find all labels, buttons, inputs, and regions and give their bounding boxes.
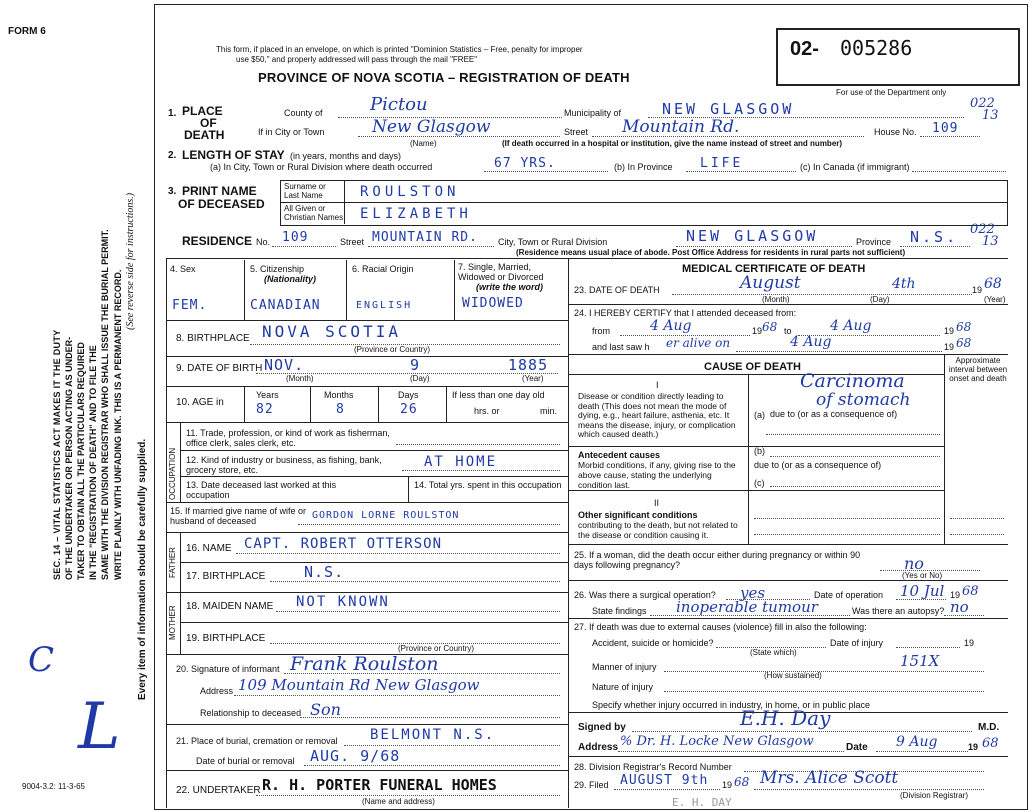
findings[interactable]: inoperable tumour: [676, 598, 818, 616]
registration-prefix: 02-: [790, 38, 819, 60]
dept-code-4: 13: [982, 234, 999, 249]
birthplace-value[interactable]: NOVA SCOTIA: [262, 322, 401, 341]
antecedent-text: Morbid conditions, if any, giving rise to the above cause, stating the underlying condition last.: [578, 460, 736, 490]
residence-street-label: Street: [340, 237, 365, 247]
stay-b-label: (b) In Province: [614, 162, 673, 172]
mother-bp-label: 19. BIRTHPLACE: [186, 633, 266, 644]
side-instruction-1: SEC. 14 – VITAL STATISTICS ACT MAKES IT THE DUTY: [52, 329, 62, 580]
stay-c-label: (c) In Canada (if immigrant): [800, 162, 910, 172]
autopsy[interactable]: no: [950, 598, 969, 616]
q14: 14. Total yrs. spent in this occupation: [414, 480, 562, 490]
cause-a-1[interactable]: Carcinoma: [800, 370, 905, 392]
mail-notice-1: This form, if placed in an envelope, on which is printed "Dominion Statistics – Free, penalty for improper: [216, 45, 583, 54]
autopsy-label: Was there an autopsy?: [852, 606, 945, 616]
address-value[interactable]: % Dr. H. Locke New Glasgow: [620, 734, 814, 749]
dod-year-hint: (Year): [984, 295, 1006, 304]
last-day[interactable]: 4 Aug: [790, 334, 832, 350]
age-min-label: min.: [540, 406, 558, 416]
q27-label: 27. If death was due to external causes (violence) fill in also the following:: [574, 622, 867, 632]
manner-code[interactable]: 151X: [900, 652, 940, 670]
other-text: contributing to the death, but not related to the disease or condition causing it.: [578, 520, 738, 540]
county-value[interactable]: Pictou: [370, 94, 428, 115]
dept-use-label: For use of the Department only: [836, 88, 947, 97]
to-label: to: [784, 326, 792, 336]
q26-answer[interactable]: yes: [740, 584, 766, 602]
interval-label: Approximate interval between onset and death: [948, 356, 1008, 383]
to-year[interactable]: 68: [956, 320, 972, 334]
dob-year[interactable]: 1885: [508, 356, 549, 374]
birthplace-hint: (Province or Country): [354, 345, 431, 354]
age-days[interactable]: 26: [400, 402, 418, 417]
informant-addr[interactable]: 109 Mountain Rd New Glasgow: [238, 676, 480, 694]
side-instruction-4: IN THE "REGISTRATION OF DEATH" AND TO FILE THE: [88, 345, 98, 580]
from-day[interactable]: 4 Aug: [650, 318, 692, 334]
age-days-label: Days: [398, 390, 419, 400]
last-saw-label: and last saw h: [592, 342, 650, 352]
physician-stamp: E. H. DAY: [672, 796, 732, 809]
disease-label: Disease or condition directly leading to death (This does not mean the mode of dying, e.g., heart failure, asthenia, etc. It means the disease, injury, or complication which caused death.): [578, 391, 736, 439]
to-year-prefix: 19: [944, 326, 955, 336]
from-year[interactable]: 68: [762, 320, 778, 334]
informant-addr-label: Address: [200, 686, 234, 696]
burial-date-label: Date of burial or removal: [196, 756, 295, 766]
part-2: II: [654, 498, 660, 508]
q23-label: 23. DATE OF DEATH: [574, 285, 660, 295]
dod-month-hint: (Month): [762, 295, 790, 304]
informant-sig-label: 20. Signature of informant: [176, 664, 280, 674]
date-year-prefix: 19: [968, 742, 979, 752]
informant-rel-label: Relationship to deceased: [200, 708, 302, 718]
dod-month[interactable]: August: [740, 273, 801, 293]
undertaker-value[interactable]: R. H. PORTER FUNERAL HOMES: [262, 776, 497, 794]
q12: 12. Kind of industry or business, as fishing, bank, grocery store, etc.: [186, 455, 382, 475]
occupation-side-label: OCCUPATION: [168, 447, 177, 500]
age-less-label: If less than one day old: [452, 390, 545, 400]
residence-city-label: City, Town or Rural Division: [498, 237, 608, 247]
age-years-label: Years: [256, 390, 279, 400]
stay-num: 2.: [168, 150, 177, 161]
specify-label: Specify whether injury occurred in industry, in home, or in public place: [592, 700, 870, 710]
page-title: PROVINCE OF NOVA SCOTIA – REGISTRATION OF DEATH: [258, 70, 630, 85]
side-instruction-2: OF THE UNDERTAKER OR PERSON ACTING AS UNDER-: [64, 336, 74, 580]
how-sustained-hint: (How sustained): [764, 671, 822, 680]
cause-a-2[interactable]: of stomach: [816, 390, 911, 410]
residence-no-label: No.: [256, 237, 271, 247]
cause-b-marker: (b): [754, 446, 765, 456]
stay-label: LENGTH OF STAY: [182, 148, 285, 162]
given-label: All Given or Christian Names: [284, 204, 344, 222]
date-label: Date: [846, 742, 868, 753]
residence-city-value[interactable]: NEW GLASGOW: [686, 227, 819, 245]
stay-b-value[interactable]: LIFE: [700, 156, 744, 171]
municipality-value[interactable]: NEW GLASGOW: [662, 100, 795, 118]
undertaker-label: 22. UNDERTAKER: [176, 785, 261, 796]
op-year-prefix: 19: [950, 590, 961, 600]
q11: 11. Trade, profession, or kind of work as fisherman, office clerk, sales clerk, etc.: [186, 428, 390, 448]
age-hrs-label: hrs. or: [474, 406, 500, 416]
md-label: M.D.: [978, 722, 1000, 733]
side-instruction-3: TAKER TO OBTAIN ALL THE PARTICULARS REQUIRED: [76, 342, 86, 580]
signed-value[interactable]: E.H. Day: [740, 706, 831, 730]
from-year-prefix: 19: [752, 326, 763, 336]
dod-year-prefix: 19: [972, 285, 983, 295]
residence-note: (Residence means usual place of abode. Post Office Address for residents in rural parts not sufficient): [516, 248, 906, 257]
filed-year[interactable]: 68: [734, 775, 750, 789]
q13: 13. Date deceased last worked at this occupation: [186, 480, 337, 500]
dob-month-hint: (Month): [286, 374, 314, 383]
father-name-label: 16. NAME: [186, 543, 232, 554]
burial-date[interactable]: AUG. 9/68: [310, 747, 401, 765]
cause-a-marker: (a): [754, 410, 765, 420]
q28-label: 28. Division Registrar's Record Number: [574, 762, 732, 772]
age-label: 10. AGE in: [176, 397, 224, 408]
dob-month[interactable]: NOV.: [264, 356, 305, 374]
citizenship-label: 5. Citizenship: [250, 264, 305, 274]
given-value[interactable]: ELIZABETH: [360, 206, 472, 222]
accident-label: Accident, suicide or homicide?: [592, 638, 714, 648]
q25-label: 25. If a woman, did the death occur either during pregnancy or within 90 days following pregnancy?: [574, 550, 861, 570]
side-instruction-8: Every item of information should be carefully supplied.: [137, 438, 148, 700]
dob-day-hint: (Day): [410, 374, 430, 383]
informant-sig[interactable]: Frank Roulston: [290, 653, 439, 675]
name-label-2: OF DECEASED: [178, 197, 265, 211]
from-label: from: [592, 326, 610, 336]
informant-rel[interactable]: Son: [310, 700, 341, 719]
birthplace-label: 8. BIRTHPLACE: [176, 333, 250, 344]
side-instruction-5: SAME WITH THE DIVISION REGISTRAR WHO SHALL ISSUE THE BURIAL PERMIT.: [100, 229, 110, 580]
op-date-label: Date of operation: [814, 590, 884, 600]
father-side-label: FATHER: [168, 547, 177, 578]
county-label: County of: [284, 108, 323, 118]
dod-day-hint: (Day): [870, 295, 890, 304]
burial-place[interactable]: BELMONT N.S.: [370, 727, 496, 743]
marital-label: 7. Single, Married, Widowed or Divorced: [458, 262, 544, 282]
surname-label: Surname or Last Name: [284, 182, 326, 200]
injury-date-label: Date of injury: [830, 638, 884, 648]
filed-value[interactable]: AUGUST 9th: [620, 773, 709, 788]
street-label: Street: [564, 127, 589, 137]
stay-a-label: (a) In City, Town or Rural Division where death occurred: [210, 162, 433, 172]
signed-label: Signed by: [578, 722, 626, 733]
mother-bp-hint: (Province or Country): [398, 644, 475, 653]
name-num: 3.: [168, 186, 177, 197]
residence-prov-value[interactable]: N.S.: [910, 228, 959, 246]
side-instruction-7: (See reverse side for instructions.): [125, 192, 136, 330]
spouse-value[interactable]: GORDON LORNE ROULSTON: [312, 510, 460, 521]
part-1: I: [656, 380, 659, 390]
cause-c-marker: (c): [754, 478, 765, 488]
filed-year-prefix: 19: [722, 780, 733, 790]
last-year[interactable]: 68: [956, 336, 972, 350]
citizenship-value[interactable]: CANADIAN: [250, 298, 321, 313]
place-num: 1.: [168, 108, 177, 119]
father-bp[interactable]: N.S.: [304, 563, 345, 581]
date-value[interactable]: 9 Aug: [896, 734, 938, 750]
stay-hint: (in years, months and days): [290, 151, 402, 161]
marital-value[interactable]: WIDOWED: [462, 296, 524, 311]
race-label: 6. Racial Origin: [352, 264, 414, 274]
marital-hint: (write the word): [476, 282, 543, 292]
q29-label: 29. Filed: [574, 780, 609, 790]
stay-a-value[interactable]: 67 YRS.: [494, 156, 556, 171]
cause-a-due: due to (or as a consequence of): [770, 409, 898, 419]
yes-no-hint: (Yes or No): [902, 571, 943, 580]
cause-heading: CAUSE OF DEATH: [704, 361, 801, 373]
dod-year[interactable]: 68: [984, 276, 1002, 292]
city-value[interactable]: New Glasgow: [372, 117, 491, 137]
registration-number: 005286: [840, 36, 913, 60]
residence-street-value[interactable]: MOUNTAIN RD.: [372, 230, 478, 245]
date-year[interactable]: 68: [982, 736, 999, 751]
name-hint: (Name): [410, 139, 437, 148]
father-bp-label: 17. BIRTHPLACE: [186, 571, 266, 582]
registrar-hint: (Division Registrar): [900, 791, 969, 800]
name-label-1: PRINT NAME: [182, 184, 257, 198]
address-label: Address: [578, 742, 619, 753]
mother-name-label: 18. MAIDEN NAME: [186, 601, 274, 612]
municipality-label: Municipality of: [564, 108, 622, 118]
place-note: (If death occurred in a hospital or institution, give the name instead of street and number): [502, 139, 843, 148]
undertaker-hint: (Name and address): [362, 797, 435, 806]
age-months-label: Months: [324, 390, 354, 400]
mail-notice-2: use $50," and properly addressed will pass through the mail "FREE": [236, 55, 478, 64]
nature-label: Nature of injury: [592, 682, 654, 692]
dob-label: 9. DATE OF BIRTH: [176, 363, 263, 374]
citizenship-hint: (Nationality): [264, 274, 317, 284]
street-value[interactable]: Mountain Rd.: [622, 117, 740, 137]
residence-label: RESIDENCE: [182, 234, 253, 248]
age-months[interactable]: 8: [336, 402, 345, 417]
city-label: If in City or Town: [258, 127, 325, 137]
place-label-3: DEATH: [184, 128, 225, 142]
registrar-signature[interactable]: Mrs. Alice Scott: [760, 768, 899, 788]
place-label-2: OF: [200, 116, 217, 130]
dept-code-2: 13: [982, 108, 999, 123]
house-label: House No.: [874, 127, 917, 137]
age-years[interactable]: 82: [256, 402, 274, 417]
q24-label: 24. I HEREBY CERTIFY that I attended deceased from:: [574, 308, 797, 318]
house-value[interactable]: 109: [932, 121, 959, 136]
last-saw-value[interactable]: er alive on: [666, 336, 731, 350]
mother-name[interactable]: NOT KNOWN: [296, 594, 390, 610]
father-name[interactable]: CAPT. ROBERT OTTERSON: [244, 536, 443, 552]
state-findings-label: State findings: [592, 606, 647, 616]
margin-mark-l: L: [78, 690, 121, 764]
dob-day[interactable]: 9: [410, 356, 421, 374]
op-year[interactable]: 68: [962, 584, 979, 599]
sex-label: 4. Sex: [170, 264, 196, 274]
mother-side-label: MOTHER: [168, 605, 177, 640]
medical-heading: MEDICAL CERTIFICATE OF DEATH: [682, 263, 866, 275]
margin-mark-c: C: [28, 640, 55, 680]
residence-prov-label: Province: [856, 237, 892, 247]
dept-code-1: 022: [970, 96, 995, 111]
spouse-label: 15. If married give name of wife or husband of deceased: [170, 506, 307, 526]
to-day[interactable]: 4 Aug: [830, 318, 872, 334]
place-label-1: PLACE: [182, 104, 223, 118]
manner-label: Manner of injury: [592, 662, 657, 672]
race-value[interactable]: ENGLISH: [356, 300, 413, 311]
other-label: Other significant conditions: [578, 510, 698, 520]
dod-day[interactable]: 4th: [892, 276, 916, 292]
burial-place-label: 21. Place of burial, cremation or removal: [176, 736, 338, 746]
print-code: 9004-3.2: 11-3-65: [22, 782, 86, 791]
dob-year-hint: (Year): [522, 374, 544, 383]
op-date[interactable]: 10 Jul: [900, 582, 945, 600]
surname-value[interactable]: ROULSTON: [360, 184, 460, 200]
cause-b-due: due to (or as a consequence of): [754, 460, 882, 470]
sex-value[interactable]: FEM.: [172, 298, 208, 313]
q26-label: 26. Was there a surgical operation?: [574, 590, 716, 600]
state-which-hint: (State which): [750, 648, 797, 657]
antecedent-label: Antecedent causes: [578, 450, 661, 460]
dept-code-3: 022: [970, 222, 995, 237]
last-year-prefix: 19: [944, 342, 955, 352]
residence-no-value[interactable]: 109: [282, 230, 309, 245]
a12[interactable]: AT HOME: [424, 454, 498, 470]
side-instruction-6: WRITE PLAINLY WITH UNFADING INK. THIS IS A PERMANENT RECORD.: [113, 269, 123, 580]
injury-year-prefix: 19: [964, 638, 975, 648]
q25-answer[interactable]: no: [904, 554, 924, 573]
form-id: FORM 6: [8, 26, 46, 37]
